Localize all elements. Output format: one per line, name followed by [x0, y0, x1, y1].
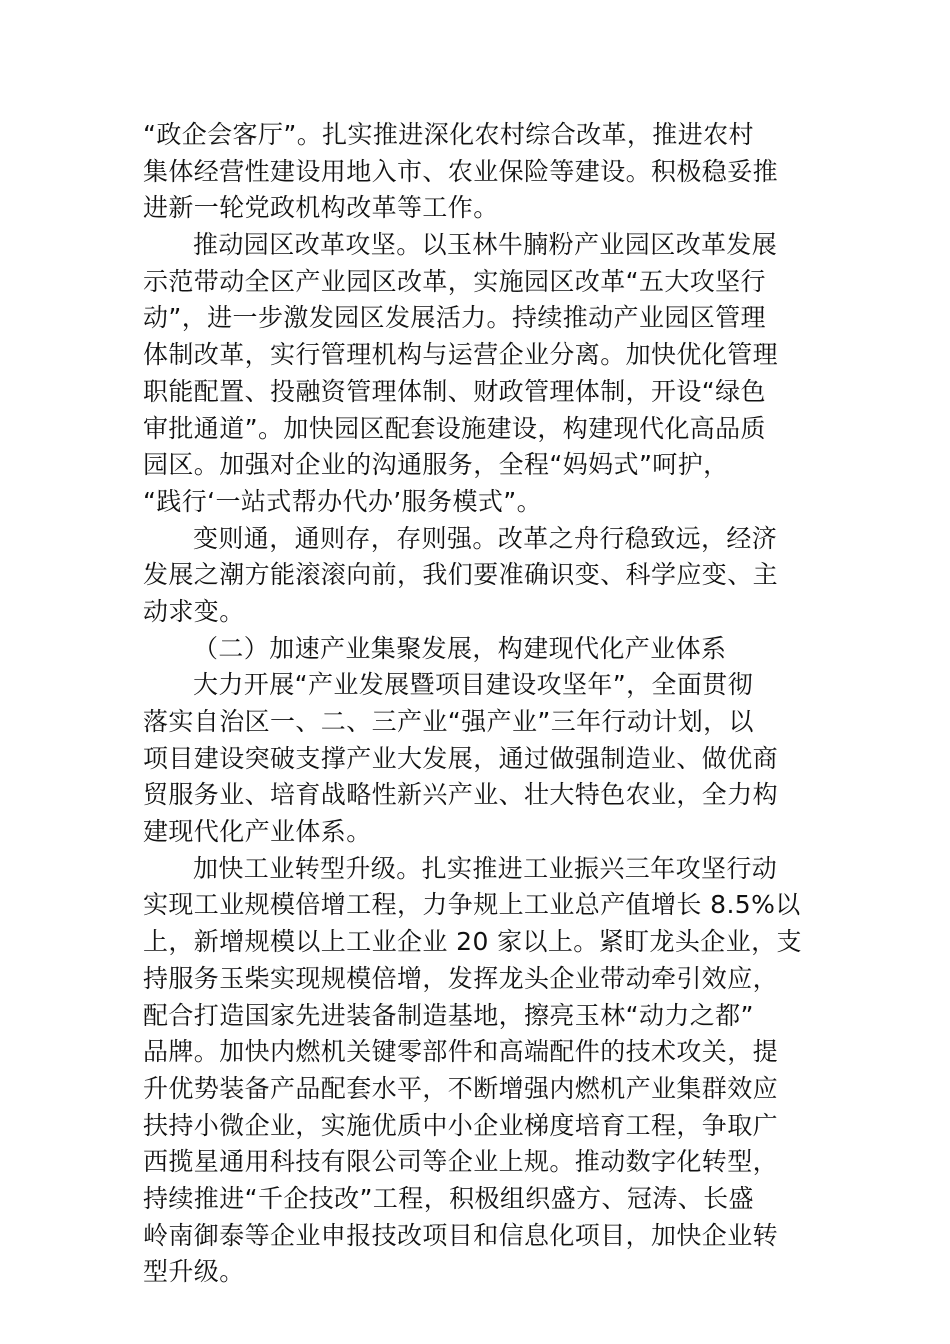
text-line: 职能配置、投融资管理体制、财政管理体制，开设“绿色: [143, 376, 766, 406]
text-line: 集体经营性建设用地入市、农业保险等建设。积极稳妥推: [143, 156, 779, 186]
paragraph-start-line: 变则通，通则存，存则强。改革之舟行稳致远，经济: [193, 523, 778, 553]
paragraph-start-line: 推动园区改革攻坚。以玉林牛腩粉产业园区改革发展: [193, 230, 778, 260]
paragraph-start-line: 加快工业转型升级。扎实推进工业振兴三年攻坚行动: [193, 853, 778, 883]
text-line: 持服务玉柴实现规模倍增，发挥龙头企业带动牵引效应，: [143, 963, 779, 993]
text-line: 体制改革，实行管理机构与运营企业分离。加快优化管理: [143, 340, 779, 370]
text-line: 动”，进一步激发园区发展活力。持续推动产业园区管理: [143, 303, 766, 333]
text-line: 动求变。: [143, 596, 245, 626]
text-line: 升优势装备产品配套水平，不断增强内燃机产业集群效应: [143, 1073, 779, 1103]
text-line: 岭南御泰等企业申报技改项目和信息化项目，加快企业转: [143, 1220, 779, 1250]
text-line: 园区。加强对企业的沟通服务，全程“妈妈式”呵护，: [143, 450, 729, 480]
text-line: 示范带动全区产业园区改革，实施园区改革“五大攻坚行: [143, 266, 766, 296]
text-line: 建现代化产业体系。: [143, 817, 372, 847]
text-line: 扶持小微企业，实施优质中小企业梯度培育工程，争取广: [143, 1110, 779, 1140]
text-line: 持续推进“千企技改”工程，积极组织盛方、冠涛、长盛: [143, 1183, 754, 1213]
text-line: 项目建设突破支撑产业大发展，通过做强制造业、做优商: [143, 743, 779, 773]
text-line: 型升级。: [143, 1257, 245, 1287]
text-line: 实现工业规模倍增工程，力争规上工业总产值增长 8.5%以: [143, 890, 801, 920]
section-heading: （二）加速产业集聚发展，构建现代化产业体系: [193, 633, 727, 663]
text-line: “践行‘一站式帮办代办’服务模式”。: [143, 486, 542, 516]
body-text: [143, 117, 813, 1291]
text-line: 上，新增规模以上工业企业 20 家以上。紧盯龙头企业，支: [143, 927, 802, 957]
text-line: 配合打造国家先进装备制造基地，擦亮玉林“动力之都”: [143, 1000, 754, 1030]
text-line: 西揽星通用科技有限公司等企业上规。推动数字化转型，: [143, 1147, 779, 1177]
text-line: 进新一轮党政机构改革等工作。: [143, 193, 499, 223]
text-line: 发展之潮方能滚滚向前，我们要准确识变、科学应变、主: [143, 560, 779, 590]
text-line: 审批通道”。加快园区配套设施建设，构建现代化高品质: [143, 413, 766, 443]
text-line: “政企会客厅”。扎实推进深化农村综合改革，推进农村: [143, 120, 754, 149]
text-line: 贸服务业、培育战略性新兴产业、壮大特色农业，全力构: [143, 780, 779, 810]
text-line: 落实自治区一、二、三产业“强产业”三年行动计划，以: [143, 707, 754, 736]
text-line: 品牌。加快内燃机关键零部件和高端配件的技术攻关，提: [143, 1037, 779, 1067]
paragraph-start-line: 大力开展“产业发展暨项目建设攻坚年”，全面贯彻: [193, 670, 754, 700]
